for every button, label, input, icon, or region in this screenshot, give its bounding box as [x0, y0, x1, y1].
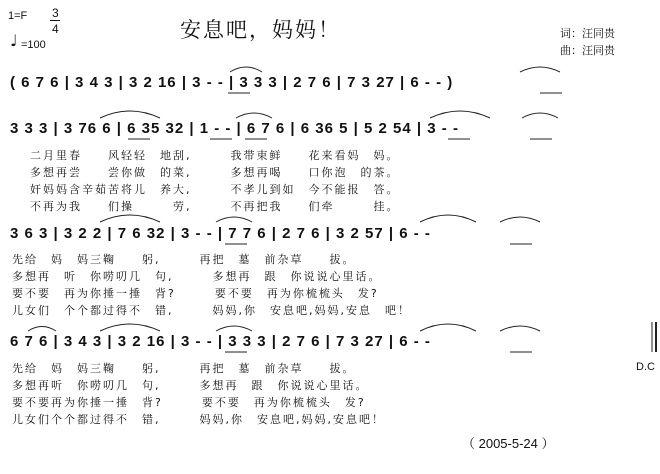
lyric-line: 要不要再为你捶一捶 背? 要不要 再为你梳梳头 发? — [12, 396, 366, 409]
slur-mark — [420, 215, 476, 222]
lyric-line: 儿女们个个都过得不 错, 妈妈,你 安息吧,妈妈,安息吧！ — [12, 413, 385, 426]
slur-mark — [236, 113, 272, 118]
lyric-line: 儿女们 个个都过得不 错, 妈妈,你 安息吧,妈妈,安息 吧！ — [12, 304, 411, 317]
tempo: =100 — [21, 39, 46, 51]
song-title: 安息吧，妈妈！ — [180, 18, 341, 42]
lyric-line: 要不要 再为你捶一捶 背? 要不要 再为你梳梳头 发? — [12, 287, 379, 300]
slur-mark — [500, 217, 540, 222]
slur-mark — [100, 324, 160, 331]
lyric-line: 不再为我 们操 劳, 不再把我 们牵 挂。 — [30, 200, 400, 213]
lyric-line: 先给 妈 妈三鞠 躬, 再把 墓 前杂草 拔。 — [12, 362, 356, 375]
slur-mark — [28, 327, 56, 332]
slur-mark — [216, 326, 252, 331]
date-stamp: （ 2005-5-24 ） — [462, 436, 555, 451]
notation-row-verse-b: 3 6 3 | 3 2 2 | 7 6 32 | 3 - - | 7 7 6 | 2 7 6 | 3 2 57 | 6 - - — [10, 225, 431, 242]
lyric-line: 多想再 听 你唠叨几 句, 多想再 跟 你说说心里话。 — [12, 270, 382, 283]
lyric-line: 二月里春 风轻轻 地刮, 我带束鲜 花来看妈 妈。 — [30, 149, 400, 162]
key-signature: 1=F — [8, 10, 28, 22]
quarter-note-icon: ♩ — [10, 31, 18, 50]
lyricist-credit: 词：汪同贵 — [560, 27, 615, 40]
lyric-line: 多想再听 你唠叨几 句, 多想再 跟 你说说心里话。 — [12, 379, 369, 392]
notation-row-intro: ( 6 7 6 | 3 4 3 | 3 2 16 | 3 - - | 3 3 3 | 2 7 6 | 7 3 27 | 6 - - ) — [10, 74, 454, 91]
slur-mark — [100, 111, 160, 118]
composer-credit: 曲：汪同贵 — [560, 44, 615, 57]
slur-mark — [500, 326, 540, 331]
meter-top: 3 — [52, 6, 59, 20]
slur-mark — [430, 111, 490, 118]
slur-mark — [216, 217, 252, 222]
slur-mark — [230, 67, 262, 72]
lyric-line: 先给 妈 妈三鞠 躬, 再把 墓 前杂草 拔。 — [12, 253, 356, 266]
notation-row-verse-c: 6 7 6 | 3 4 3 | 3 2 16 | 3 - - | 3 3 3 | 2 7 6 | 7 3 27 | 6 - - — [10, 333, 431, 350]
slur-mark — [520, 67, 560, 72]
slur-mark — [420, 324, 476, 331]
lyric-line: 多想再尝 尝你做 的菜, 多想再喝 口你泡 的茶。 — [30, 166, 400, 179]
slur-mark — [100, 215, 160, 222]
meter-bottom: 4 — [52, 22, 59, 36]
notation-row-verse-a: 3 3 3 | 3 76 6 | 6 35 32 | 1 - - | 6 7 6 | 6 36 5 | 5 2 54 | 3 - - — [10, 120, 459, 137]
slur-mark — [522, 113, 558, 118]
lyric-line: 奸妈妈含辛茹苦将儿 养大, 不孝儿到如 今不能报 答。 — [30, 183, 400, 196]
da-capo-mark: D.C — [636, 361, 655, 373]
